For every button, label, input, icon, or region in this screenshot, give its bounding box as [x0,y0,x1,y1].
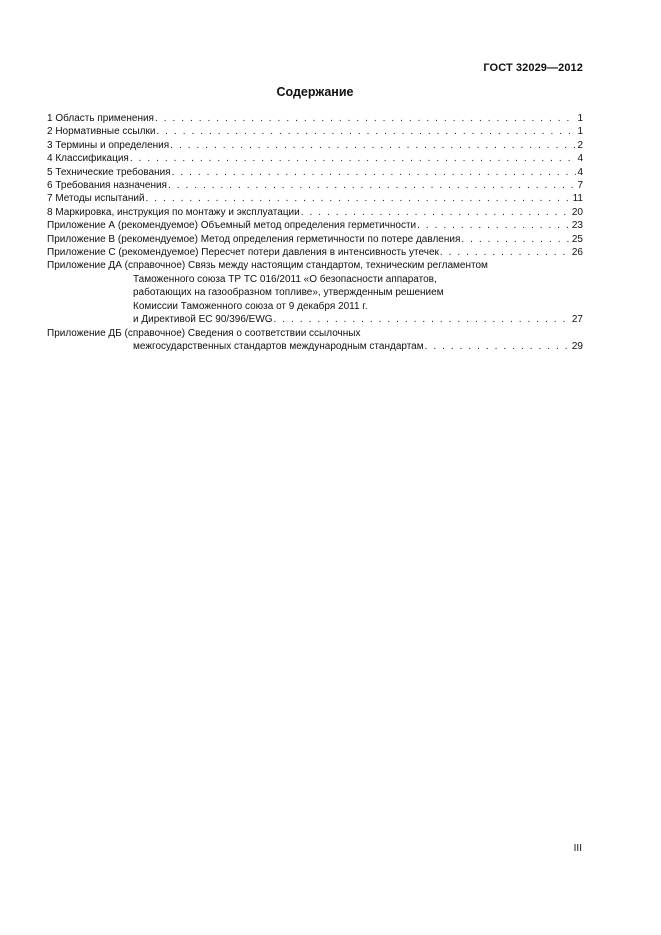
leader-dots [425,340,571,353]
toc-entry-label: 8 Маркировка, инструкция по монтажу и эксплуатации [47,206,300,218]
leader-dots [461,233,571,246]
toc-entry-annex-da[interactable] [47,259,583,326]
toc-entry-label: 7 Методы испытаний [47,193,145,205]
leader-dots [156,125,576,138]
toc-entry-label: 3 Термины и определения [47,139,170,151]
toc-entry-page: 4 [577,166,583,178]
toc-entry-annex-c[interactable] [47,246,583,259]
toc-entry-8[interactable] [47,206,583,219]
leader-dots [155,112,576,125]
toc-entry-7[interactable] [47,192,583,205]
toc-entry-page: 4 [577,153,583,165]
toc-entry-page: 29 [571,340,583,352]
toc-entry-annex-db[interactable] [47,327,583,354]
leader-dots [274,313,571,326]
toc-entry-page: 26 [571,247,583,259]
toc-entry-label: 4 Классификация [47,153,129,165]
annex-da-line-5: и Директивой ЕС 90/396/EWG [133,314,273,326]
leader-dots [417,219,571,232]
leader-dots [440,246,571,259]
toc-entry-annex-a[interactable] [47,219,583,232]
toc-entry-6[interactable] [47,179,583,192]
toc-entry-page: 1 [577,126,583,138]
toc-entry-3[interactable] [47,139,583,152]
annex-db-line-2: межгосударственных стандартов международным стандартам [133,340,424,352]
toc-entry-page: 1 [577,113,583,124]
toc-entry-1[interactable] [47,112,583,125]
annex-da-line-1: Приложение ДА (справочное) Связь между настоящим стандартом, техническим регламентом [47,260,488,272]
leader-dots [130,152,577,165]
leader-dots [301,206,571,219]
toc-entry-page: 2 [577,139,583,151]
annex-da-line-3: работающих на газообразном топливе», утвержденным решением [133,287,444,299]
toc-entry-label: Приложение С (рекомендуемое) Пересчет потери давления в интенсивность утечек [47,247,439,259]
leader-dots [170,139,576,152]
toc-entry-label: 1 Область применения [47,113,154,124]
toc-entry-annex-b[interactable] [47,233,583,246]
table-of-contents [47,112,583,353]
leader-dots [146,192,572,205]
page-number: III [573,843,582,854]
toc-entry-label: 5 Технические требования [47,166,171,178]
toc-entry-page: 27 [571,314,583,326]
toc-entry-page: 11 [572,193,583,205]
annex-da-last-line [47,313,583,326]
toc-entry-page: 23 [571,220,583,232]
annex-da-line-4: Комиссии Таможенного союза от 9 декабря 2011 г. [133,300,368,312]
toc-entry-4[interactable] [47,152,583,165]
toc-title: Содержание [276,85,354,99]
toc-entry-label: Приложение В (рекомендуемое) Метод определения герметичности по потере давления [47,233,461,245]
toc-entry-page: 20 [571,206,583,218]
leader-dots [168,179,576,192]
annex-db-last-line [47,340,583,353]
toc-entry-label: Приложение А (рекомендуемое) Объемный метод определения герметичности [47,220,417,232]
annex-db-line-1: Приложение ДБ (справочное) Сведения о соответствии ссылочных [47,327,361,339]
toc-entry-5[interactable] [47,166,583,179]
toc-entry-page: 7 [577,180,583,192]
toc-entry-label: 6 Требования назначения [47,180,167,192]
toc-entry-page: 25 [571,233,583,245]
toc-entry-2[interactable] [47,125,583,138]
document-code: ГОСТ 32029—2012 [483,62,583,74]
toc-entry-label: 2 Нормативные ссылки [47,126,156,138]
annex-da-line-2: Таможенного союза ТР ТС 016/2011 «О безопасности аппаратов, [133,273,437,285]
leader-dots [172,166,577,179]
